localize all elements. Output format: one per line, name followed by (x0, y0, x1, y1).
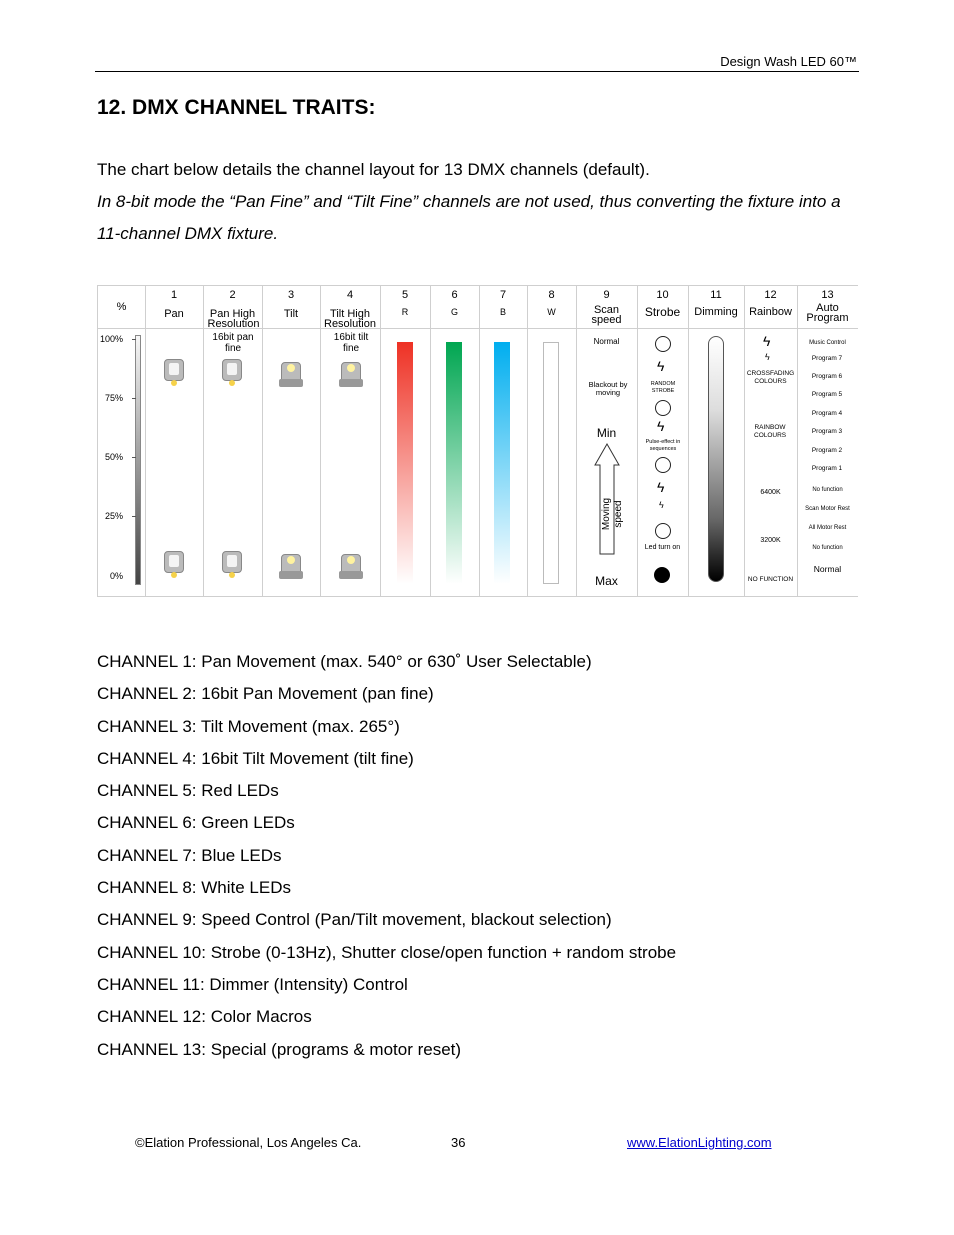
channel-3-column (262, 286, 321, 596)
program-label: Program 5 (811, 391, 843, 398)
scale-tick (132, 339, 136, 340)
channel-1-column (145, 286, 204, 596)
channel-7-column (479, 286, 528, 596)
channel-2-header (203, 286, 262, 329)
header-product: Design Wash LED 60™ (720, 54, 857, 69)
channel-number: 4 (346, 289, 354, 301)
no-function-label: NO FUNCTION (747, 576, 794, 583)
channel-name: Tilt High Resolution (324, 308, 376, 330)
channel-number: 1 (170, 289, 178, 301)
channel-12-column (744, 286, 798, 596)
channel-number: 8 (548, 289, 555, 301)
pan-fixture-icon (221, 359, 243, 387)
channel-number: 10 (656, 289, 669, 301)
strobe-bolt-small-icon: ϟ (659, 500, 664, 510)
shutter-open-icon (654, 567, 670, 583)
channel-13-column (797, 286, 858, 596)
channel-number: 5 (401, 289, 409, 301)
channel-number: 11 (710, 289, 722, 301)
list-item: CHANNEL 3: Tilt Movement (max. 265°) (97, 716, 400, 736)
list-item: CHANNEL 6: Green LEDs (97, 813, 295, 833)
section-title: 12. DMX CHANNEL TRAITS: (97, 96, 376, 119)
program-label: Program 4 (811, 410, 843, 417)
channel-name: Auto Program (806, 302, 849, 324)
channel-name: Pan (164, 308, 184, 320)
pulse-effect-label: Pulse-effect in sequences (645, 439, 681, 452)
channel-number: 13 (821, 289, 834, 301)
footer-page-number: 36 (451, 1135, 466, 1150)
white-intensity-bar (543, 342, 559, 584)
channel-4-header (320, 286, 380, 329)
scan-motor-reset-label: Scan Motor Rest (805, 506, 850, 512)
program-label: Program 2 (811, 447, 843, 454)
list-item: CHANNEL 12: Color Macros (97, 1007, 312, 1027)
channel-name: Strobe (644, 305, 681, 319)
channel-name: Pan High Resolution (207, 308, 260, 330)
channel-8-column (527, 286, 577, 596)
channel-number: 12 (764, 289, 777, 301)
channel-6-header (430, 286, 479, 329)
dmx-channel-chart (97, 285, 858, 597)
channel-number: 6 (451, 289, 458, 301)
percent-label: 50% (104, 452, 123, 462)
shutter-closed-icon (655, 523, 671, 539)
channel-2-column (203, 286, 263, 596)
tilt-fixture-icon (340, 554, 362, 582)
channel-11-header (688, 286, 744, 329)
percent-label: 25% (104, 511, 123, 521)
percent-label: 100% (99, 334, 123, 344)
scan-normal-label: Normal (593, 337, 620, 346)
channel-name: G (450, 307, 458, 317)
channel-9-header (576, 286, 637, 329)
list-item: CHANNEL 7: Blue LEDs (97, 845, 282, 865)
music-control-label: Music Control (809, 340, 846, 346)
footer-website-link[interactable]: www.ElationLighting.com (627, 1135, 772, 1150)
tilt-fixture-icon (340, 362, 362, 390)
normal-label: Normal (813, 564, 842, 574)
channel-12-header (744, 286, 797, 329)
channel-5-column (380, 286, 431, 596)
channel-6-column (430, 286, 480, 596)
channel-7-header (479, 286, 527, 329)
red-intensity-bar (397, 342, 413, 584)
shutter-closed-icon (655, 336, 671, 352)
channel-list (97, 646, 676, 1066)
list-item: CHANNEL 1: Pan Movement (max. 540° or 630˚ User Selectable) (97, 652, 592, 671)
moving-speed-label: Moving speed (601, 497, 624, 531)
channel-number: 2 (229, 289, 236, 301)
blue-intensity-bar (494, 342, 510, 584)
pan-fine-note: 16bit pan fine (212, 332, 254, 354)
channel-5-header (380, 286, 430, 329)
header-rule (95, 71, 859, 72)
channel-number: 7 (499, 289, 507, 301)
channel-3-header (262, 286, 320, 329)
strobe-bolt-icon: ϟ (763, 333, 771, 349)
channel-number: 9 (603, 289, 610, 301)
channel-number: 3 (287, 289, 295, 301)
list-item: CHANNEL 13: Special (programs & motor reset) (97, 1039, 462, 1059)
shutter-closed-icon (655, 457, 671, 473)
channel-name: R (401, 307, 409, 317)
channel-10-header (637, 286, 688, 329)
channel-name: Scan speed (591, 304, 622, 326)
channel-13-header (797, 286, 858, 329)
strobe-bolt-icon: ϟ (657, 479, 665, 495)
all-motor-reset-label: All Motor Rest (808, 525, 847, 531)
channel-name: B (499, 307, 506, 317)
tilt-fixture-icon (280, 362, 302, 390)
strobe-bolt-icon: ϟ (657, 358, 665, 374)
list-item: CHANNEL 8: White LEDs (97, 878, 291, 898)
scan-blackout-label: Blackout by moving (588, 380, 628, 397)
percent-label: 0% (109, 571, 123, 581)
pan-fixture-icon (221, 551, 243, 579)
percent-column (98, 286, 146, 596)
list-item: CHANNEL 11: Dimmer (Intensity) Control (97, 974, 408, 994)
channel-1-header (145, 286, 203, 329)
3200k-label: 3200K (760, 537, 781, 544)
channel-9-column (576, 286, 638, 596)
list-item: CHANNEL 5: Red LEDs (97, 781, 279, 801)
channel-8-header (527, 286, 576, 329)
pan-fixture-icon (163, 359, 185, 387)
program-label: Program 6 (811, 373, 843, 380)
channel-name: Rainbow (749, 306, 792, 318)
scan-max-label: Max (595, 574, 618, 588)
strobe-bolt-small-icon: ϟ (765, 352, 770, 362)
shutter-closed-icon (655, 400, 671, 416)
no-function-label: No function (812, 487, 843, 493)
percent-scale-bar (135, 335, 141, 585)
list-item: CHANNEL 2: 16bit Pan Movement (pan fine) (97, 684, 434, 704)
list-item: CHANNEL 10: Strobe (0-13Hz), Shutter close/open function + random strobe (97, 942, 677, 962)
percent-header: % (98, 286, 145, 329)
led-turn-on-label: Led turn on (644, 544, 681, 551)
scale-tick (132, 398, 136, 399)
footer-copyright: ©Elation Professional, Los Angeles Ca. (135, 1135, 362, 1150)
rainbow-colours-label: RAINBOW COLOURS (754, 424, 787, 439)
crossfading-label: CROSSFADING COLOURS (746, 370, 795, 385)
list-item: CHANNEL 4: 16bit Tilt Movement (tilt fine) (97, 748, 414, 768)
intro-line-2: In 8-bit mode the “Pan Fine” and “Tilt Fine” channels are not used, thus converting the fixture into a 11-channel DMX fixture. (97, 192, 841, 243)
dimming-bar (708, 336, 724, 582)
channel-name: Dimming (694, 306, 738, 318)
channel-10-column (637, 286, 689, 596)
intro (97, 154, 867, 250)
channel-11-column (688, 286, 745, 596)
no-function-label: No function (812, 545, 843, 551)
pan-fixture-icon (163, 551, 185, 579)
random-strobe-label: RANDOM STROBE (650, 381, 676, 394)
scale-tick (132, 457, 136, 458)
channel-name: W (547, 307, 556, 317)
strobe-bolt-icon: ϟ (657, 418, 665, 434)
tilt-fine-note: 16bit tilt fine (333, 332, 369, 354)
channel-name: Tilt (283, 308, 299, 320)
6400k-label: 6400K (760, 489, 781, 496)
green-intensity-bar (446, 342, 462, 584)
program-label: Program 7 (811, 355, 843, 362)
percent-label: 75% (104, 393, 123, 403)
scan-min-label: Min (596, 426, 617, 440)
tilt-fixture-icon (280, 554, 302, 582)
list-item: CHANNEL 9: Speed Control (Pan/Tilt movement, blackout selection) (97, 910, 612, 930)
channel-4-column (320, 286, 381, 596)
program-label: Program 1 (811, 465, 843, 472)
program-label: Program 3 (811, 428, 843, 435)
intro-line-1: The chart below details the channel layout for 13 DMX channels (default). (97, 160, 650, 179)
scale-tick (132, 516, 136, 517)
